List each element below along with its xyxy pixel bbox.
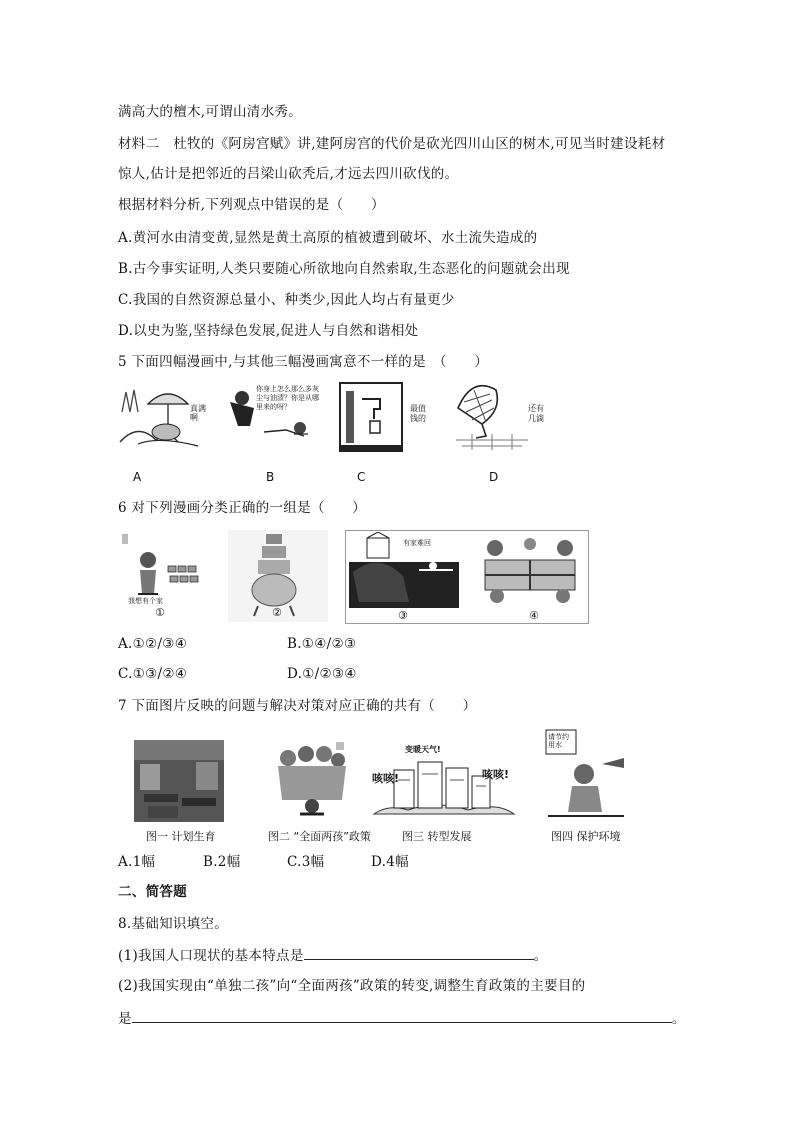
question-4-option-a: A.黄河水由清变黄,显然是黄土高原的植被遭到破坏、水土流失造成的 xyxy=(118,230,538,246)
q6-comic-1-text: 我想有个家 xyxy=(128,597,163,605)
question-8-part-2-line1: (2)我国实现由“单独二孩”向“全面两孩”政策的转变,调整生育政策的主要目的 xyxy=(118,978,586,994)
q5-comic-d xyxy=(452,380,532,454)
question-8-part-2-prefix: 是 xyxy=(118,1011,132,1027)
question-5-stem: 5 下面四幅漫画中,与其他三幅漫画寓意不一样的是 （ ） xyxy=(118,354,489,370)
question-6-option-a: A.①②/③④ xyxy=(118,636,188,652)
q5-comic-b-text: 你身上怎么那么多灰尘与油渍？你是从哪里来的呀？ xyxy=(256,385,319,411)
question-4-option-c: C.我国的自然资源总量小、种类少,因此人均占有量更少 xyxy=(118,292,455,308)
question-7-option-a: A.1幅 xyxy=(118,854,156,870)
q7-comic-2 xyxy=(274,740,350,822)
q5-comic-c-text: 最值钱的 xyxy=(410,404,426,423)
q5-label-b: B xyxy=(266,470,275,484)
question-7-option-b: B.2幅 xyxy=(203,854,241,870)
q5-comic-a-text: 真满啊 xyxy=(190,404,206,422)
q6-label-2: ② xyxy=(272,606,282,619)
q7-caption-1: 图一 计划生育 xyxy=(146,830,216,843)
question-6-option-b: B.①④/②③ xyxy=(287,636,357,652)
q6-comic-3-text: 有家难回 xyxy=(403,539,431,547)
q6-label-4: ④ xyxy=(529,609,539,622)
q7-comic-3-top-text: 变暖天气! xyxy=(405,745,441,754)
q7-caption-2: 图二 “全面两孩”政策 xyxy=(268,830,371,843)
answer-blank-1-end: 。 xyxy=(533,948,548,964)
answer-blank-1[interactable] xyxy=(304,945,534,960)
question-4-option-d: D.以史为鉴,坚持绿色发展,促进人与自然和谐相处 xyxy=(118,323,419,339)
question-7-stem: 7 下面图片反映的问题与解决对策对应正确的共有（ ） xyxy=(118,698,477,714)
question-8-stem: 8.基础知识填空。 xyxy=(118,916,229,932)
q7-caption-3: 图三 转型发展 xyxy=(402,830,472,843)
q7-photo-1 xyxy=(134,740,224,822)
answer-blank-2[interactable] xyxy=(132,1008,672,1023)
q6-comic-4 xyxy=(475,534,585,606)
question-8-part-2-line2 xyxy=(118,1008,686,1029)
question-4-stem: 根据材料分析,下列观点中错误的是（ ） xyxy=(118,197,385,213)
q5-label-c: C xyxy=(357,470,366,484)
question-4-option-b: B.古今事实证明,人类只要随心所欲地向自然索取,生态恶化的问题就会出现 xyxy=(118,261,570,277)
q6-label-3: ③ xyxy=(398,609,408,622)
q7-comic-3-left-text: 咳咳! xyxy=(372,772,400,785)
question-6-option-d: D.①/②③④ xyxy=(287,666,357,682)
q7-comic-4-text: 请节约用水 xyxy=(548,733,569,749)
question-6-option-c: C.①③/②④ xyxy=(118,666,188,682)
q5-label-d: D xyxy=(489,470,499,484)
q7-comic-3-right-text: 咳咳! xyxy=(482,768,510,781)
section-2-title: 二、简答题 xyxy=(118,884,187,900)
q6-label-1: ① xyxy=(155,606,165,619)
material-one-ending: 满高大的檀木,可谓山清水秀。 xyxy=(118,104,302,120)
question-6-stem: 6 对下列漫画分类正确的一组是（ ） xyxy=(118,500,367,516)
question-8-part-1-text: (1)我国人口现状的基本特点是 xyxy=(118,948,304,964)
q5-label-a: A xyxy=(133,470,142,484)
q7-caption-4: 图四 保护环境 xyxy=(551,830,621,843)
question-7-option-d: D.4幅 xyxy=(371,854,409,870)
material-two-line1: 材料二 杜牧的《阿房宫赋》讲,建阿房宫的代价是砍光四川山区的树木,可见当时建设耗材 xyxy=(118,136,666,152)
q5-comic-d-text: 还有几滴 xyxy=(528,404,544,423)
material-two-line2: 惊人,估计是把邻近的吕梁山砍秃后,才远去四川砍伐的。 xyxy=(118,166,459,182)
q5-comic-c xyxy=(336,379,408,455)
question-7-option-c: C.3幅 xyxy=(287,854,325,870)
question-8-part-1 xyxy=(118,945,547,966)
answer-blank-2-end: 。 xyxy=(671,1011,686,1027)
